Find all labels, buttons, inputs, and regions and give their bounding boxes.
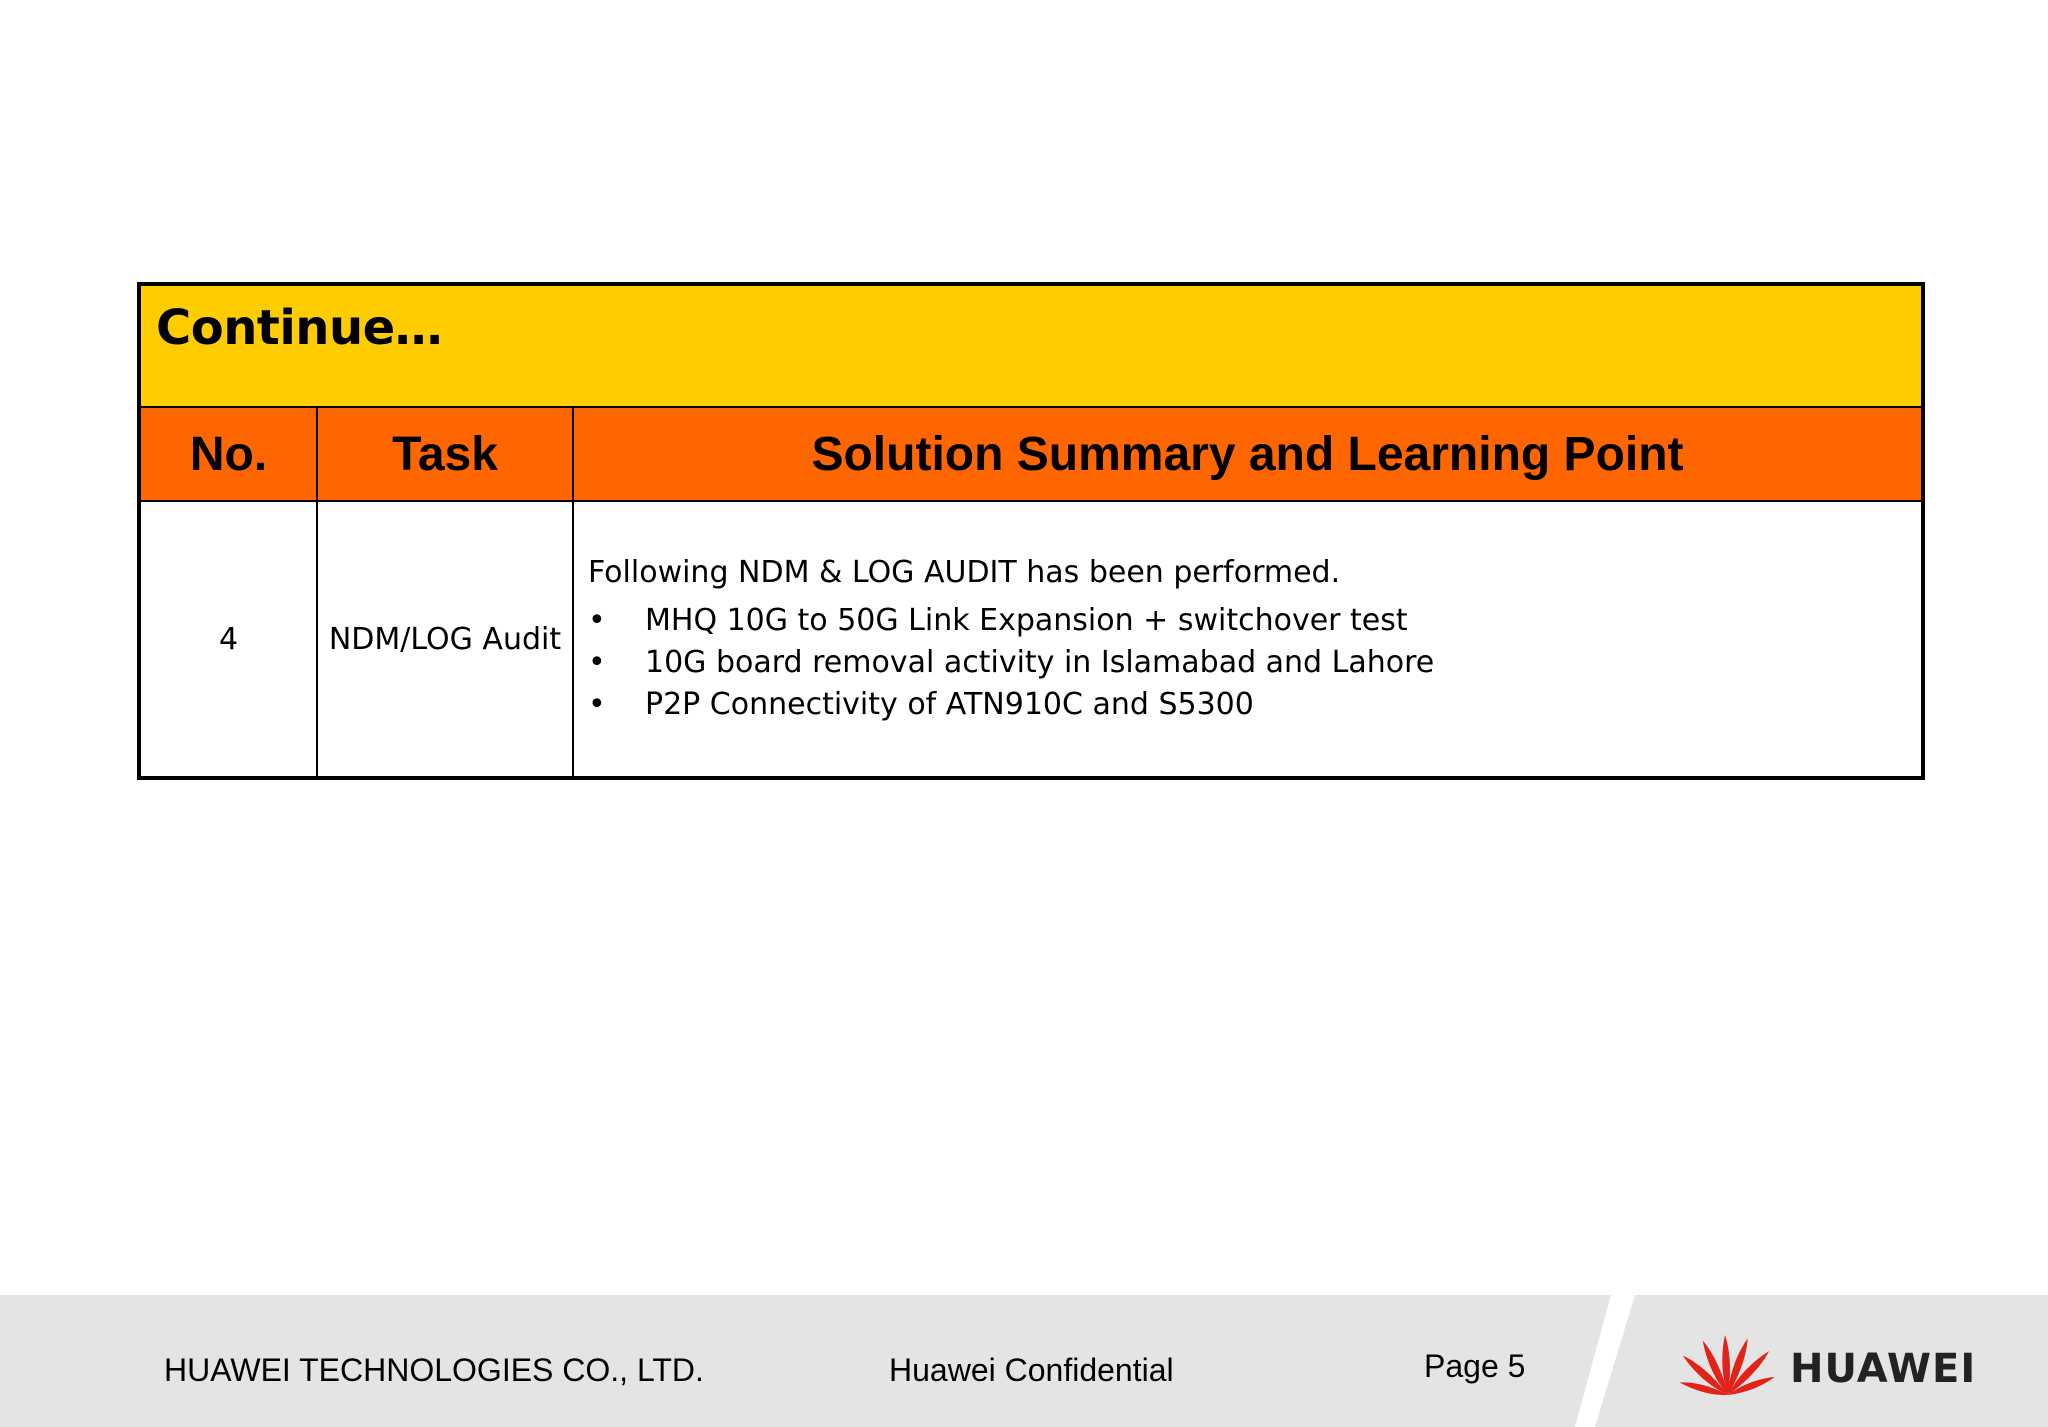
learning-point-table [137,282,1925,780]
summary-bullet-list [588,600,1921,726]
cell-no: 4 [139,501,317,778]
bullet-text: 10G board removal activity in Islamabad and Lahore [645,645,1435,680]
footer-divider-wedge [1575,1295,1635,1427]
list-item [588,642,1921,684]
footer-confidential: Huawei Confidential [889,1352,1174,1388]
summary-intro: Following NDM & LOG AUDIT has been performed. [588,555,1341,590]
huawei-flower-logo-icon [1678,1330,1778,1402]
table-header-row [139,407,1923,501]
bullet-icon: • [588,645,606,680]
footer-brand: HUAWEI [1790,1346,1977,1392]
table-title: Continue… [156,300,443,356]
table-title-cell [139,284,1923,407]
bullet-text: P2P Connectivity of ATN910C and S5300 [645,687,1254,722]
cell-summary [573,501,1923,778]
list-item [588,600,1921,642]
table-title-row [139,284,1923,407]
header-solution-summary: Solution Summary and Learning Point [573,407,1923,501]
cell-task: NDM/LOG Audit [317,501,573,778]
header-no: No. [139,407,317,501]
bullet-icon: • [588,687,606,722]
table-row [139,501,1923,778]
bullet-text: MHQ 10G to 50G Link Expansion + switchover test [645,603,1408,638]
footer-page-number: Page 5 [1424,1348,1526,1384]
list-item [588,684,1921,726]
bullet-icon: • [588,603,606,638]
header-task: Task [317,407,573,501]
footer-company: HUAWEI TECHNOLOGIES CO., LTD. [164,1352,704,1388]
